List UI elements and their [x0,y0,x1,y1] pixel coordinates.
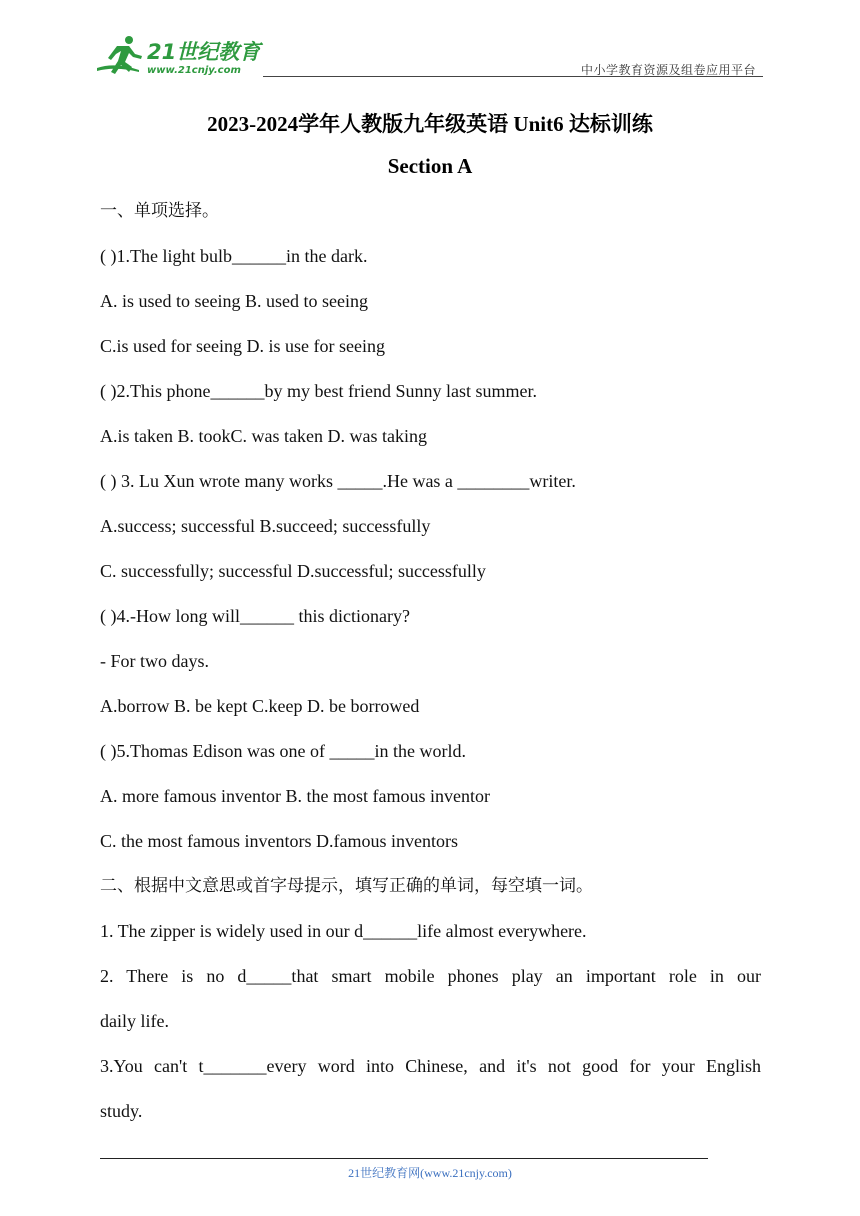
question-5-options-ab: A. more famous inventor B. the most famous inventor [100,786,490,806]
question-3-options-ab: A.success; successful B.succeed; successfully [100,516,431,536]
page-subtitle: Section A [387,154,473,178]
question-2-options: A.is taken B. tookC. was taken D. was taking [100,426,427,446]
question-1: ( )1.The light bulb______in the dark. [100,246,368,266]
question-2: ( )2.This phone______by my best friend Sunny last summer. [100,381,537,401]
fill-question-2-line2: daily life. [100,1011,169,1031]
fill-question-3-line1: 3.You can't t_______every word into Chinese, and it's not good for your English [100,1056,761,1076]
question-5: ( )5.Thomas Edison was one of _____in the world. [100,741,466,761]
section2-heading: 二、根据中文意思或首字母提示，填写正确的单词，每空填一词。 [100,876,593,896]
header-site-name: 中小学教育资源及组卷应用平台 [580,63,756,77]
footer-divider [100,1158,708,1159]
page-title: 2023-2024学年人教版九年级英语 Unit6 达标训练 [207,112,653,136]
runner-icon [97,36,142,74]
fill-question-2-line1: 2. There is no d_____that smart mobile phones play an important role in our [100,966,761,986]
question-3-options-cd: C. successfully; successful D.successful; successfully [100,561,486,581]
site-logo [95,34,265,78]
question-5-options-cd: C. the most famous inventors D.famous inventors [100,831,458,851]
question-4: ( )4.-How long will______ this dictionary? [100,606,410,626]
question-4-answer: - For two days. [100,651,209,671]
header-divider [263,76,763,77]
question-4-options: A.borrow B. be kept C.keep D. be borrowed [100,696,420,716]
fill-question-1: 1. The zipper is widely used in our d______life almost everywhere. [100,921,587,941]
page-header [0,0,860,80]
logo-url-text: www.21cnjy.com [147,65,241,76]
logo-brand-text: 21世纪教育 [147,40,261,64]
section1-heading: 一、单项选择。 [100,201,219,221]
fill-question-3-line2: study. [100,1101,143,1121]
question-3: ( ) 3. Lu Xun wrote many works _____.He was a ________writer. [100,471,576,491]
question-1-options-cd: C.is used for seeing D. is use for seeing [100,336,385,356]
question-1-options-ab: A. is used to seeing B. used to seeing [100,291,368,311]
footer-link[interactable]: 21世纪教育网(www.21cnjy.com) [348,1166,512,1180]
